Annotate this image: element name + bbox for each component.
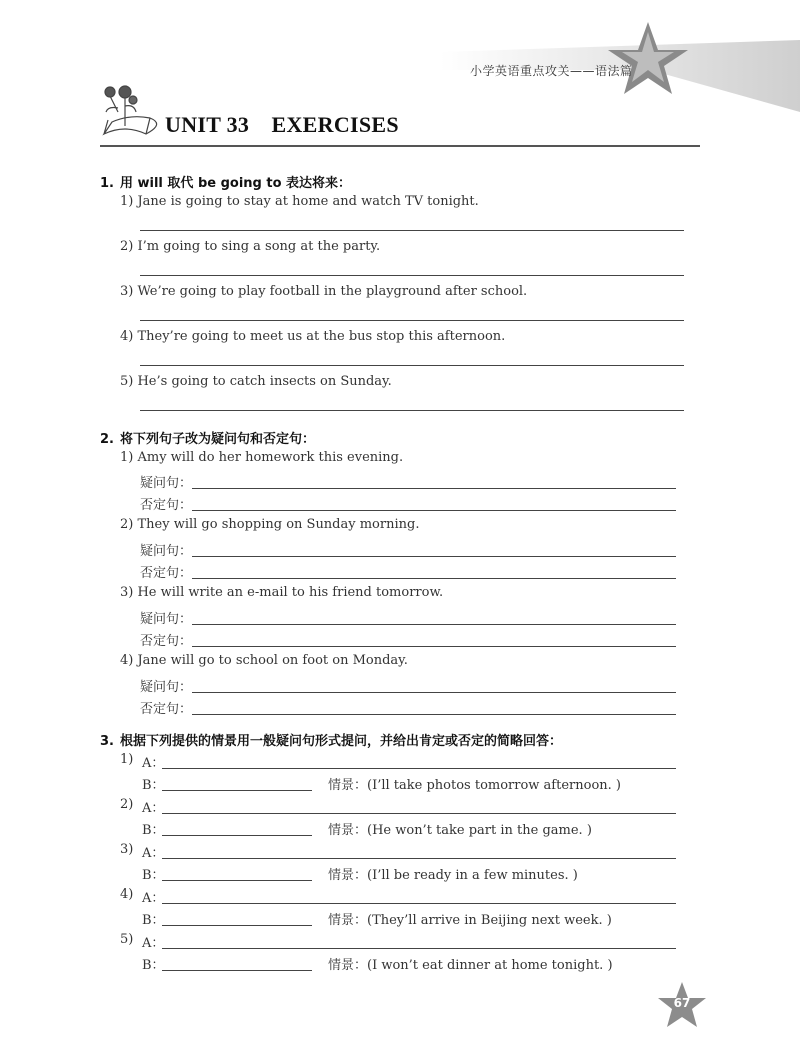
answer-line[interactable] — [192, 510, 676, 511]
answer-line[interactable] — [162, 880, 312, 881]
title-divider — [100, 145, 700, 147]
answer-line[interactable] — [162, 813, 676, 814]
question-label: 疑问句： — [140, 680, 193, 695]
a-label: A： — [142, 936, 165, 951]
answer-line[interactable] — [192, 646, 676, 647]
exercise-sentence: 3) He will write an e-mail to his friend tomorrow. — [120, 585, 444, 600]
scenario-text: 情景：(I won’t eat dinner at home tonight. ) — [328, 958, 613, 973]
b-label: B： — [142, 958, 165, 973]
b-label: B： — [142, 823, 165, 838]
scenario-text: 情景：(I’ll be ready in a few minutes. ) — [328, 868, 578, 883]
series-title: 小学英语重点攻关——语法篇 — [470, 64, 633, 78]
question-label: 疑问句： — [140, 476, 193, 491]
dialogue-number: 5) — [120, 932, 134, 947]
exercise-sentence: 3) We’re going to play football in the playground after school. — [120, 284, 528, 299]
answer-line[interactable] — [162, 835, 312, 836]
exercise-sentence: 2) I’m going to sing a song at the party. — [120, 239, 381, 254]
dialogue-number: 1) — [120, 752, 134, 767]
dialogue-number: 4) — [120, 887, 134, 902]
answer-line[interactable] — [162, 970, 312, 971]
answer-line[interactable] — [162, 948, 676, 949]
b-label: B： — [142, 913, 165, 928]
section-number: 3. — [100, 734, 114, 749]
answer-line[interactable] — [162, 903, 676, 904]
answer-line[interactable] — [192, 488, 676, 489]
answer-line[interactable] — [192, 714, 676, 715]
section-instruction: 根据下列提供的情景用一般疑问句形式提问，并给出肯定或否定的简略回答： — [119, 734, 562, 749]
a-label: A： — [142, 801, 165, 816]
book-flower-logo — [104, 86, 157, 134]
scenario-text: 情景：(They’ll arrive in Beijing next week. ) — [328, 913, 612, 928]
dialogue-number: 2) — [120, 797, 134, 812]
section-instruction: 用 will 取代 be going to 表达将来： — [119, 176, 352, 191]
answer-line[interactable] — [162, 790, 312, 791]
answer-line[interactable] — [162, 858, 676, 859]
a-label: A： — [142, 891, 165, 906]
answer-line[interactable] — [192, 624, 676, 625]
negative-label: 否定句： — [140, 634, 193, 649]
answer-line[interactable] — [192, 578, 676, 579]
scenario-text: 情景：(He won’t take part in the game. ) — [328, 823, 592, 838]
exercise-sentence: 5) He’s going to catch insects on Sunday. — [120, 374, 392, 389]
b-label: B： — [142, 778, 165, 793]
a-label: A： — [142, 846, 165, 861]
negative-label: 否定句： — [140, 702, 193, 717]
exercise-sentence: 2) They will go shopping on Sunday morning. — [120, 517, 420, 532]
a-label: A： — [142, 756, 165, 771]
answer-line[interactable] — [192, 692, 676, 693]
negative-label: 否定句： — [140, 498, 193, 513]
exercise-sentence: 4) Jane will go to school on foot on Monday. — [120, 653, 408, 668]
exercise-sentence: 1) Amy will do her homework this evening. — [120, 450, 404, 465]
answer-line[interactable] — [140, 365, 684, 366]
exercise-sentence: 1) Jane is going to stay at home and watch TV tonight. — [120, 194, 479, 209]
section-3-heading — [100, 730, 562, 749]
section-1-heading — [100, 172, 351, 191]
header-decoration — [0, 0, 800, 140]
answer-line[interactable] — [140, 230, 684, 231]
dialogue-number: 3) — [120, 842, 134, 857]
b-label: B： — [142, 868, 165, 883]
section-2-heading — [100, 428, 315, 447]
answer-line[interactable] — [162, 925, 312, 926]
page-number: 67 — [673, 996, 691, 1010]
answer-line[interactable] — [140, 410, 684, 411]
question-label: 疑问句： — [140, 612, 193, 627]
section-instruction: 将下列句子改为疑问句和否定句： — [119, 432, 315, 447]
section-number: 1. — [100, 176, 114, 191]
exercise-sentence: 4) They’re going to meet us at the bus stop this afternoon. — [120, 329, 506, 344]
negative-label: 否定句： — [140, 566, 193, 581]
question-label: 疑问句： — [140, 544, 193, 559]
answer-line[interactable] — [140, 320, 684, 321]
answer-line[interactable] — [162, 768, 676, 769]
answer-line[interactable] — [140, 275, 684, 276]
page-title: UNIT 33 EXERCISES — [165, 112, 399, 137]
answer-line[interactable] — [192, 556, 676, 557]
scenario-text: 情景：(I’ll take photos tomorrow afternoon. ) — [328, 778, 621, 793]
section-number: 2. — [100, 432, 114, 447]
